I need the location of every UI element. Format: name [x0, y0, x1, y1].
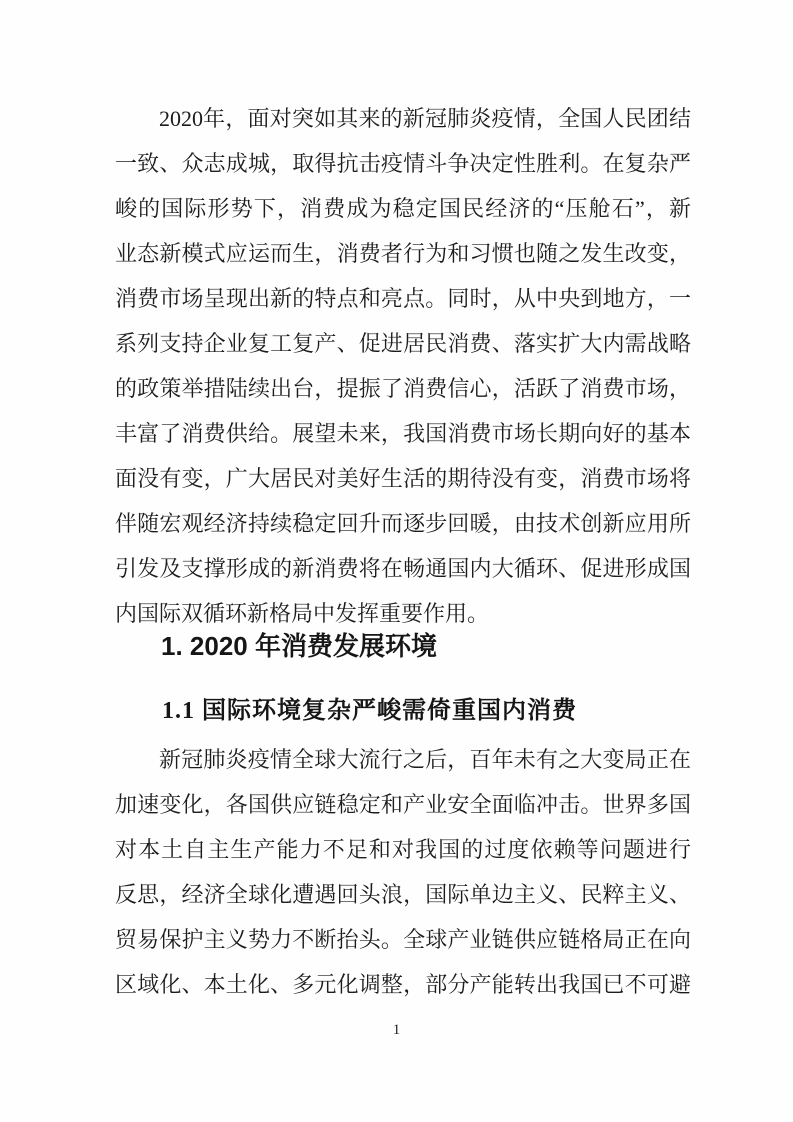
section-heading: 1. 2020 年消费发展环境 — [161, 631, 437, 661]
text-line: 面没有变，广大居民对美好生活的期待没有变，消费市场将 — [115, 466, 691, 491]
text-line: 反思，经济全球化遭遇回头浪，国际单边主义、民粹主义、 — [115, 882, 691, 907]
text-line: 加速变化，各国供应链稳定和产业安全面临冲击。世界多国 — [115, 792, 691, 817]
text-line: 对本土自主生产能力不足和对我国的过度依赖等问题进行 — [115, 837, 691, 862]
text-line: 贸易保护主义势力不断抬头。全球产业链供应链格局正在向 — [115, 927, 691, 952]
page-content — [115, 96, 691, 1007]
page-number: 1 — [392, 1022, 401, 1038]
text-line: 丰富了消费供给。展望未来，我国消费市场长期向好的基本 — [115, 421, 691, 446]
text-line: 新冠肺炎疫情全球大流行之后，百年未有之大变局正在 — [159, 747, 691, 772]
intro-paragraph — [115, 96, 691, 636]
text-line: 的政策举措陆续出台，提振了消费信心，活跃了消费市场， — [115, 376, 691, 401]
text-line: 系列支持企业复工复产、促进居民消费、落实扩大内需战略 — [115, 331, 691, 356]
text-line: 2020年，面对突如其来的新冠肺炎疫情，全国人民团结 — [159, 106, 691, 131]
text-line: 引发及支撑形成的新消费将在畅通国内大循环、促进形成国 — [115, 556, 691, 581]
text-line: 伴随宏观经济持续稳定回升而逐步回暖，由技术创新应用所 — [115, 511, 691, 536]
subsection-heading: 1.1 国际环境复杂严峻需倚重国内消费 — [162, 698, 577, 724]
text-line: 内国际双循环新格局中发挥重要作用。 — [115, 601, 490, 626]
text-line: 峻的国际形势下，消费成为稳定国民经济的“压舱石”，新 — [115, 196, 691, 221]
subsection-paragraph — [115, 737, 691, 1007]
text-line: 消费市场呈现出新的特点和亮点。同时，从中央到地方，一 — [115, 286, 691, 311]
page-footer — [0, 1020, 793, 1040]
text-line: 区域化、本土化、多元化调整，部分产能转出我国已不可避 — [115, 972, 691, 997]
text-line: 一致、众志成城，取得抗击疫情斗争决定性胜利。在复杂严 — [115, 151, 691, 176]
text-line: 业态新模式应运而生，消费者行为和习惯也随之发生改变， — [115, 241, 691, 266]
